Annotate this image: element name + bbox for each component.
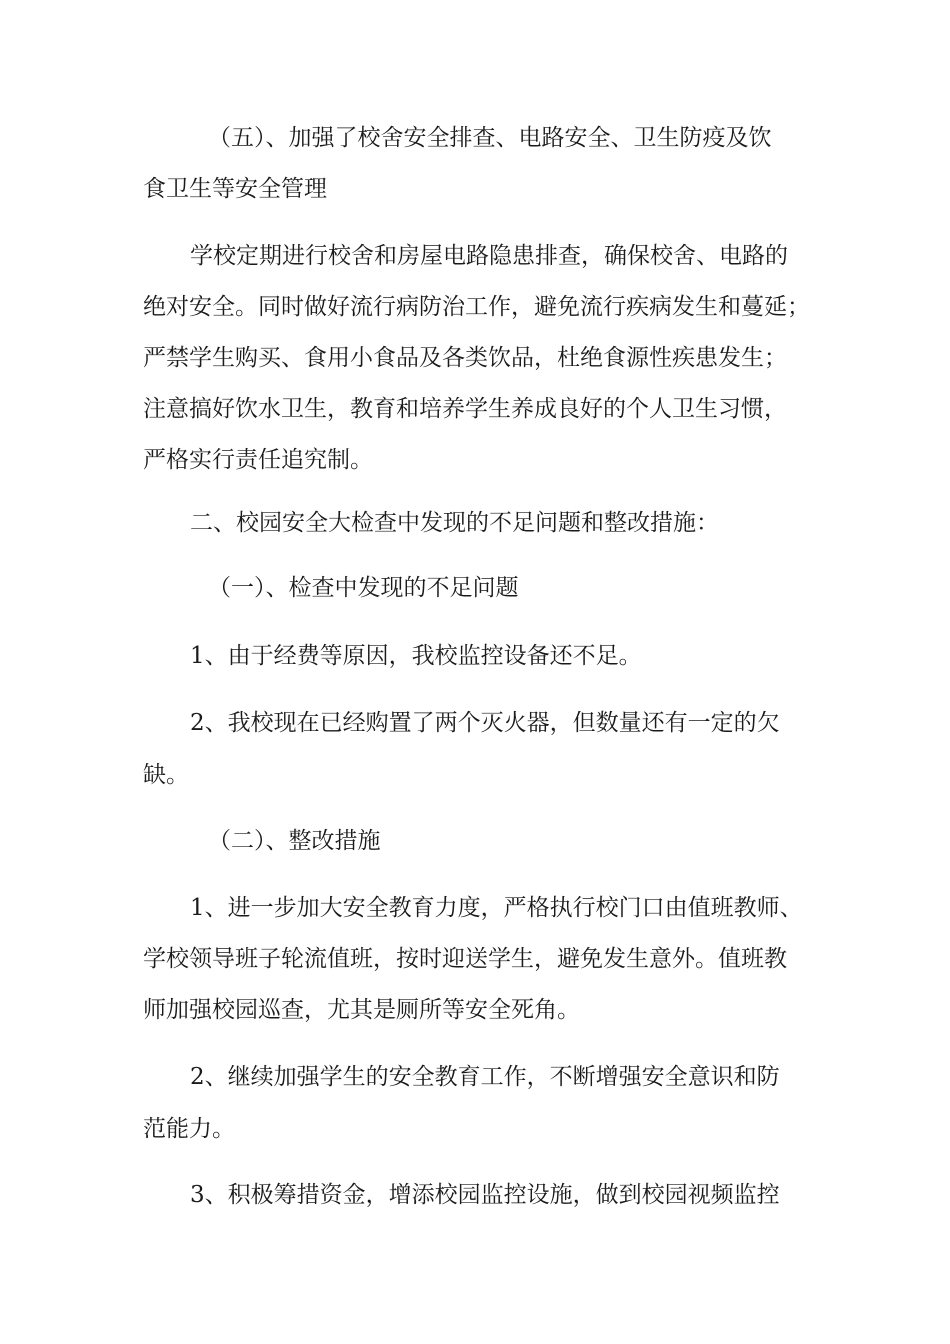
measure-1-line-3: 师加强校园巡查，尤其是厕所等安全死角。 [143, 997, 580, 1023]
list-item-2-line-2: 缺。 [143, 762, 189, 788]
paragraph-line: 绝对安全。同时做好流行病防治工作，避免流行疾病发生和蔓延； [143, 294, 810, 320]
section-heading-2: 二、校园安全大检查中发现的不足问题和整改措施： [190, 510, 719, 536]
paragraph-line: 严禁学生购买、食用小食品及各类饮品，杜绝食源性疾患发生； [143, 345, 787, 371]
list-item-2-line-1: 2、我校现在已经购置了两个灭火器，但数量还有一定的欠 [190, 710, 780, 736]
section-heading-5-line-2: 食卫生等安全管理 [143, 176, 327, 202]
measure-1-line-1: 1、进一步加大安全教育力度，严格执行校门口由值班教师、 [190, 895, 803, 921]
paragraph-line: 学校定期进行校舍和房屋电路隐患排查，确保校舍、电路的 [190, 243, 788, 269]
measure-3-line-1: 3、积极筹措资金，增添校园监控设施，做到校园视频监控 [190, 1182, 780, 1208]
paragraph-line: 注意搞好饮水卫生，教育和培养学生养成良好的个人卫生习惯， [143, 396, 787, 422]
measure-2-line-2: 范能力。 [143, 1116, 235, 1142]
measure-1-line-2: 学校领导班子轮流值班，按时迎送学生，避免发生意外。值班教 [143, 946, 787, 972]
list-item-1: 1、由于经费等原因，我校监控设备还不足。 [190, 643, 642, 669]
subheading-1: （一）、检查中发现的不足问题 [208, 575, 519, 601]
subheading-2: （二）、整改措施 [208, 828, 381, 854]
paragraph-line: 严格实行责任追究制。 [143, 447, 373, 473]
section-heading-5-line-1: （五）、加强了校舍安全排查、电路安全、卫生防疫及饮 [208, 125, 772, 151]
measure-2-line-1: 2、继续加强学生的安全教育工作，不断增强安全意识和防 [190, 1064, 780, 1090]
